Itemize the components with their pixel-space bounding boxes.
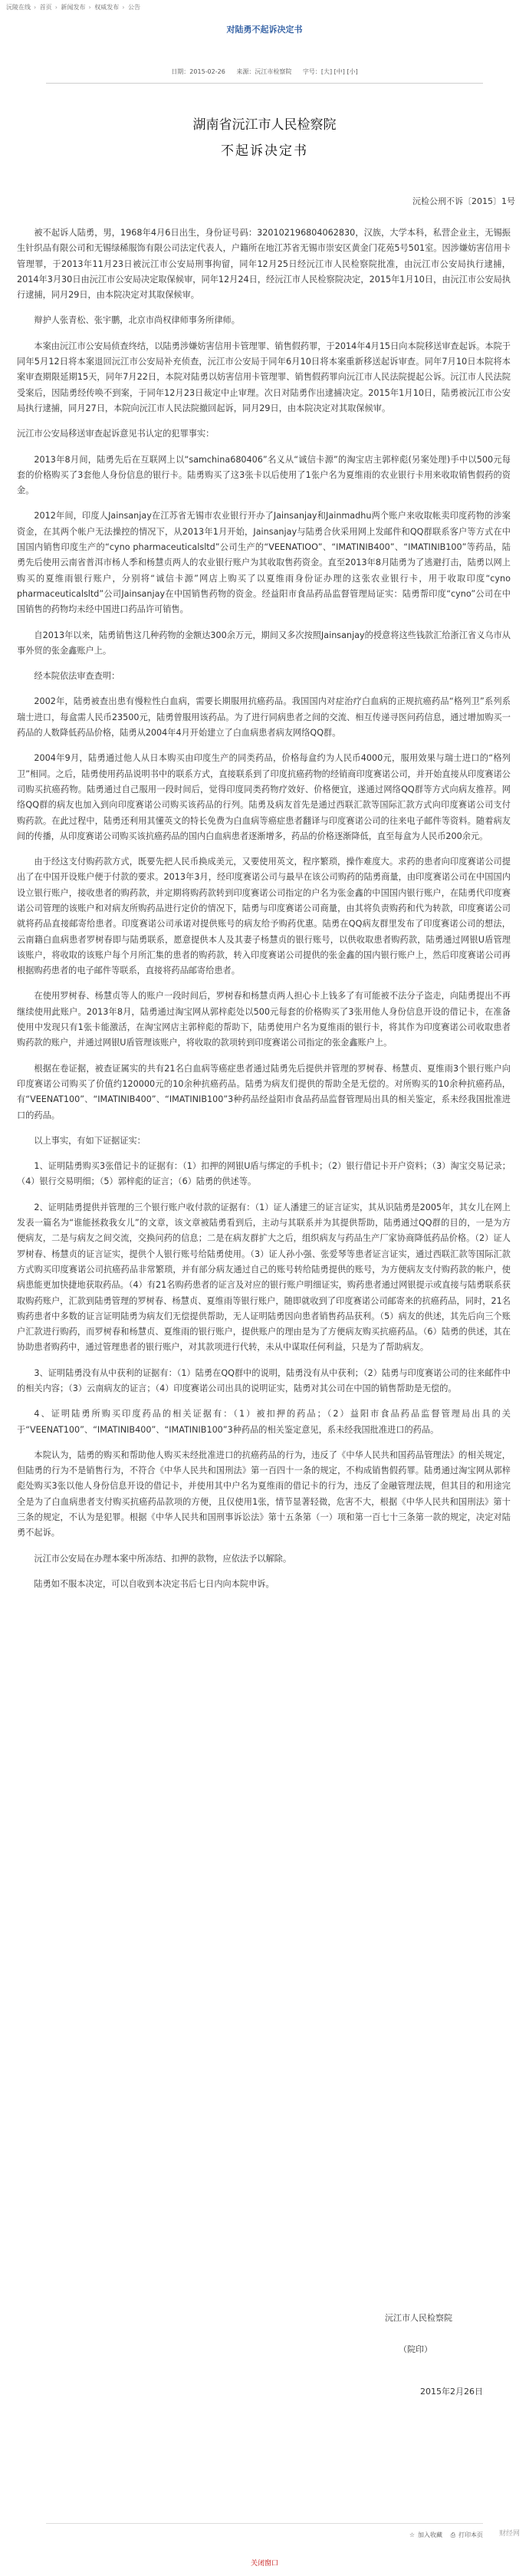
favorite-link[interactable]: 加入收藏 [418, 2532, 443, 2538]
signature-date: 2015年2月26日 [420, 2387, 483, 2397]
publish-date: 日期：2015-02-26 [171, 68, 225, 75]
article-meta [0, 67, 529, 76]
watermark: 财经网 [498, 2530, 520, 2538]
print-link[interactable]: 打印本页 [458, 2532, 483, 2538]
favorite-icon: ☆ [409, 2532, 416, 2538]
paragraph: 沅江市公安局在办理本案中所冻结、扣押的款物，应依法予以解除。 [34, 1553, 292, 1564]
footer-links [403, 2531, 483, 2539]
document-title: 不起诉决定书 [221, 143, 308, 159]
breadcrumb-separator: › [88, 4, 91, 11]
paragraph: 2004年9月，陆勇通过他人从日本购买由印度生产的同类药品，价格每盒约为人民币4000元，服用效果与瑞士进口的“格列卫”相同。之后，陆勇使用药品说明书中的联系方式，直接联系到了印度抗癌药物的经销商印度赛诺公司，并开始直接从印度赛诺公司购买抗癌药物。陆勇通过自己服用一段时间后，觉得印度同类药物疗效好、价格便宜，遂通过网络QQ群等方式向病友推荐。网络QQ群的病友也加入到向印度赛诺公司购买该药品的行列。陆勇及病友首先是通过西联汇款等国际汇款方式向印度赛诺公司支付购药款。在此过程中，陆勇还利用其懂英文的特长免费为白血病等癌症患者翻译与印度赛诺公司的往来电子邮件等资料。随着病友间的传播，从印度赛诺公司购买该抗癌药品的国内白血病患者逐渐增多，药品的价格逐渐降低，直至每盒为人民币200余元。 [17, 753, 511, 841]
paragraph: 2002年，陆勇被查出患有慢粒性白血病，需要长期服用抗癌药品。我国国内对症治疗白血病的正规抗癌药品“格列卫”系列系瑞士进口，每盒需人民币23500元，陆勇曾服用该药品。为了进行同病患者之间的交流、相互传递寻医问药信息，通过增加购买一药品的人数降低药品价格，陆勇从2004年4月开始建立了白血病患者病友网络QQ群。 [17, 696, 511, 739]
paragraph: 2012年间，印度人Jainsanjay在江苏省无锡市农业银行开办了Jainsanjay和Jainmadhu两个账户来收取帐卖印度药物的涉案资金，在其两个帐户无法操控的情况下，从2013年1月开始，Jainsanjay与陆勇合伙采用网上发邮件和QQ群联系客户等方式在中国国内销售印度生产的“cyno pharmaceuticalsltd”公司生产的“VEENATIOO”、“IMATINIB400”、“IMATINIB100”等药品，陆勇先后使用云南省普洱市杨人季和杨慧贞两人的农业银行账户为其收取售药资金。直至2013年8月陆勇为了逃避打击，陆勇以网上购买的夏维雨银行账户，分别将“诚信卡源”网店上购买了以夏维雨身份证办理的这张农业银行卡，用于收取印度“cyno pharmaceuticalsltd”公司Jainsanjay在中国销售药物的资金。经益阳市食品药品监督管理局证实：陆勇帮印度“cyno”公司在中国销售的药物均未经中国进口药品许可销售。 [17, 511, 511, 615]
paragraph: 辩护人张青松、张宇鹏，北京市尚权律师事务所律师。 [34, 315, 240, 326]
font-size-switch[interactable]: 字号：[大] [中] [小] [302, 68, 358, 75]
paragraph: 本案由沅江市公安局侦查终结，以陆勇涉嫌妨害信用卡管理罪、销售假药罪，于2014年4月15日向本院移送审查起诉。本院于同年5月12日将本案退回沅江市公安局补充侦查，沅江市公安局于同年6月10日将本案重新移送起诉审查。同年7月10日本院将本案审查期限延期15天，同年7月22日，本院对陆勇以妨害信用卡管理罪、销售假药罪向沅江市人民法院提起公诉。沅江市人民法院受案后，因陆勇经传唤不到案，于同年12月23日裁定中止审理。次日对陆勇作出逮捕决定。2015年1月10日，陆勇被沅江市公安局执行逮捕，同月27日，本院向沅江市人民法院撤回起诉，同月29日，由本院决定对其取保候审。 [17, 341, 511, 413]
breadcrumb-separator: › [54, 4, 58, 11]
paragraph: 本院认为，陆勇的购买和帮助他人购买未经批准进口的抗癌药品的行为，违反了《中华人民共和国药品管理法》的相关规定，但陆勇的行为不是销售行为，不符合《中华人民共和国刑法》第一百四十一条的规定，不构成销售假药罪。陆勇通过淘宝网从郭梓彪处购买3张以他人身份信息开设的借记卡，并使用其中户名为夏维雨的借记卡的行为，违反了金融管理法规，但其目的和用途完全是为了白血病患者支付购买抗癌药品款项的方便，且仅使用1张，情节显著轻微，危害不大，根据《中华人民共和国刑法》第十三条的规定，不认为是犯罪。根据《中华人民共和国刑事诉讼法》第十五条第（一）项和第一百七十三条第一款的规定，决定对陆勇不起诉。 [17, 1449, 511, 1538]
breadcrumb-item[interactable]: 沅陵在线 [6, 4, 31, 11]
breadcrumb-separator: › [34, 4, 37, 11]
evidence-item: 1、证明陆勇购买3张借记卡的证据有：（1）扣押的网银U盾与绑定的手机卡；（2）银行借记卡开户资料；（3）淘宝交易记录；（4）银行交易明细；（5）郭梓彪的证言；（6）陆勇的供述等。 [17, 1161, 511, 1187]
divider [46, 83, 483, 84]
paragraph: 被不起诉人陆勇，男，1968年4月6日出生，身份证号码：320102196804062830，汉族，大学本科，私营企业主，无锡振生针织品有限公司和无锡绿稀服饰有限公司法定代表人，户籍所在地江苏省无锡市崇安区黄金门花苑5号501室。因涉嫌妨害信用卡管理罪，于2013年11月23日被沅江市公安局刑事拘留，同年12月25日经沅江市人民检察院批准，由沅江市公安局执行逮捕，2014年3月30日由沅江市公安局决定取保候审，同年12月24日，经沅江市人民检察院决定，2015年1月10日，由沅江市公安局执行逮捕，同月29日，由本院决定对其取保候审。 [17, 228, 511, 301]
paragraph: 自2013年以来，陆勇销售这几种药物的金额达300余万元，期间又多次按照Jainsanjay的授意将这些钱款汇给浙江省义乌市从事外贸的张金鑫账户上。 [17, 630, 511, 656]
evidence-item: 3、证明陆勇没有从中获利的证据有：（1）陆勇在QQ群中的说明，陆勇没有从中获利；（2）陆勇与印度赛诺公司的往来邮件中的相关内容；（3）云南病友的证言；（4）印度赛诺公司出具的说明证实，陆勇对其公司在中国的销售帮助是无偿的。 [17, 1367, 511, 1393]
document-number: 沅检公刑不诉〔2015〕1号 [412, 196, 515, 206]
print-icon: ⎙ [450, 2532, 455, 2538]
evidence-item: 4、证明陆勇所购买印度药品的相关证据有：（1）被扣押的药品；（2）益阳市食品药品监督管理局出具的关于“VEENAT100”、“IMATINIB400”、“IMATINIB100”3种药品的相关鉴定意见，系未经我国批准进口的药品。 [17, 1409, 511, 1435]
breadcrumb [6, 3, 142, 12]
section-heading: 经本院依法审查查明： [34, 671, 120, 682]
evidence-item: 2、证明陆勇提供并管理的三个银行账户收付款的证据有：（1）证人潘建三的证言证实，其从识陆勇是2005年，其女儿在网上发表一篇名为“谁能拯救我女儿”的文章，该文章被陆勇看到后，主动与其联系并为其提供帮助，陆勇通过QQ群的目的，一是为方便病友，二是与病友之间交流，交换问药的信息；二是在病友群扩大之后，组织病友与药品生产厂家协商降低药品价格。（2）证人罗树春、杨慧贞的证言证实，提供个人银行账号给陆勇使用。（3）证人孙小强、张爱琴等患者证言证实，通过西联汇款等国际汇款方式购买印度赛诺公司抗癌药品非常繁琐，并有部分病友通过自己的账号转给陆勇提供的账号，为方便病友支付购药款的帐户，使病患能更加快捷地获取药品。（4）有21名购药患者的证言及对应的银行账户明细证实，购药患者通过网银提示或直接与陆勇联系获取购药账户，汇款到陆勇管理的罗树春、杨慧贞、夏维雨等银行账户，随即就收到了印度赛诺公司邮寄来的抗癌药品，同时，21名购药患者中多数的证言证明陆勇为病友们无偿提供帮助，无人证明陆勇因向患者销售药品获利。（5）病友的供述，其先后向三个账户汇款进行购药，而罗树春和杨慧贞、夏维雨的银行账户，提供账户的理由是为了方便病友购买抗癌药品。（6）陆勇的供述，其在协助患者购药中，通过管理患者的银行账户，对其款项进行代转，未从中谋取任何利益，只是为了帮助病友。 [17, 1202, 511, 1353]
breadcrumb-item[interactable]: 新闻发布 [61, 4, 86, 11]
divider [46, 2523, 483, 2524]
breadcrumb-item[interactable]: 权威发布 [94, 4, 120, 11]
page-title: 对陆勇不起诉决定书 [226, 25, 303, 35]
paragraph: 陆勇如不服本决定，可以自收到本决定书后七日内向本院申诉。 [34, 1578, 274, 1589]
official-seal-note: （院印） [399, 2344, 432, 2354]
article-source: 来源：沅江市检察院 [236, 68, 292, 75]
breadcrumb-item[interactable]: 公告 [128, 4, 140, 11]
close-window-button[interactable]: 关闭窗口 [250, 2560, 278, 2568]
issuing-organization: 湖南省沅江市人民检察院 [192, 117, 337, 133]
document-body [17, 225, 511, 1602]
section-heading: 沅江市公安局移送审查起诉意见书认定的犯罪事实： [17, 429, 215, 439]
paragraph: 根据在卷证据，被查证属实的共有21名白血病等癌症患者通过陆勇先后提供并管理的罗树春、杨慧贞、夏维雨3个银行账户向印度赛诺公司购买了价值约120000元的10余种抗癌药品。陆勇为病友们提供的帮助全是无偿的。对所购买的10余种抗癌药品，有“VEENAT100”、“IMATINIB400”、“IMATINIB100”3种药品经益阳市食品药品监督管理局出具的相关鉴定，系未经我国批准进口的药品。 [17, 1063, 511, 1120]
paragraph: 2013年8月间，陆勇先后在互联网上以“samchina680406”名义从“诚信卡源”的淘宝店主郭梓彪(另案处理)手中以500元每套的价格购买了3套他人身份信息的银行卡。陆勇购买了这3张卡以后使用了1张户名为夏维雨的农业银行卡用来收取销售假药的资金。 [17, 454, 511, 496]
breadcrumb-separator: › [122, 4, 125, 11]
paragraph: 由于经这支付购药款方式，既要先把人民币换成美元，又要使用英文，程序繁琐，操作难度大。求药的患者向印度赛诺公司提出了在中国开设账户便于付款的要求。2013年3月，经印度赛诺公司与最早在该公司购药的陆勇商量，由印度赛诺公司在中国国内设立银行账户，接收患者的购药款，并定期将购药款转到印度赛诺公司指定的户名为张金鑫的中国国内银行账户，在陆勇代印度赛诺公司管理的该账户和对病友所购药品进行定价的情况下，陆勇与印度赛诺公司商量，由其将负责购药和代为转款，印度赛诺公司就将药品直接邮寄给患者。印度赛诺公司承诺对提供账号的病友给予购药优惠。陆勇在QQ病友群里发布了印度赛诺公司的想法，云南籍白血病患者罗树春即与陆勇联系，愿意提供本人及其妻子杨慧贞的银行账号，以供收取患者购药款，陆勇通过网银U盾管理该账户，将收取的该账户每个月所汇集的患者的购药款，转入印度赛诺公司提供的张金鑫的国内银行账户上，然后印度赛诺公司再根据购药患者的电子邮件等联系，直接将药品邮寄给患者。 [17, 857, 511, 976]
breadcrumb-item[interactable]: 首页 [39, 4, 52, 11]
section-heading: 以上事实，有如下证据证实： [34, 1135, 146, 1146]
paragraph: 在使用罗树春、杨慧贞等人的账户一段时间后，罗树春和杨慧贞两人担心卡上钱多了有可能被不法分子盗走，向陆勇提出不再继续使用此账户。2013年8月，陆勇通过淘宝网从郭梓彪处以500元每套的价格购买了3张用他人身份信息开设的借记卡，在准备使用中发现只有1张卡能激活，在淘宝网店主郭梓彪的帮助下，陆勇使用户名为夏维雨的银行卡，将其作为印度赛诺公司收取患者购药款的账户，并通过网银U盾管理该账户，将收取的款项转到印度赛诺公司指定的张金鑫账户上。 [17, 991, 511, 1048]
signature-organization: 沅江市人民检察院 [385, 2313, 452, 2323]
